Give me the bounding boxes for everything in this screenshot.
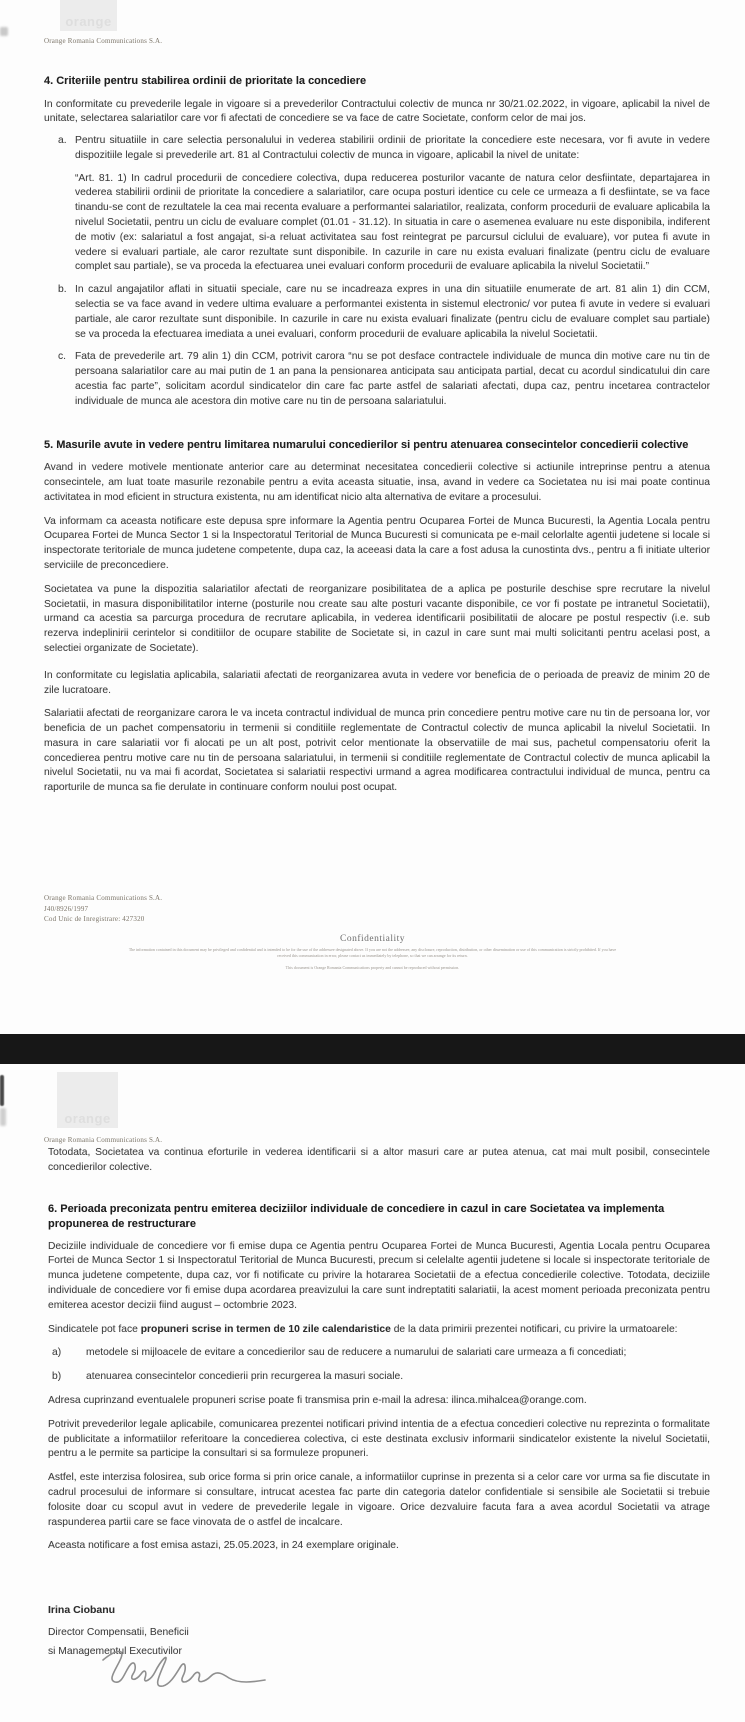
section6-paragraph-potrivit: Potrivit prevederilor legale aplicabile, comunicarea prezentei notificari privind intentia de a efectua concedieri colective nu reprezinta o formalitate de publicitate a informatiilor referitoare la concedierea colectiva, ci este destinata exclusiv informarii sindicatelor existente la nivelul Societatii, pentru a le permite sa participe la consultari si sa formuleze propuneri. bbox=[48, 1418, 710, 1460]
footer-cui: Cod Unic de Inregistrare: 427320 bbox=[44, 915, 145, 923]
section4-intro: In conformitate cu prevederile legale in vigoare si a prevederilor Contractului colectiv de munca nr 30/21.02.2022, in vigoare, aplicabil la nivel de unitate, selectarea salariatilor care vor fi afectati de concediere se va face de catre Societate, conform celor de mai jos. bbox=[44, 98, 710, 125]
section5-paragraph-5: Salariatii afectati de reorganizare carora le va inceta contractul individual de munca prin concediere pentru motive care nu tin de persoana lor, vor beneficia de un pachet compensatoriu in termenii si conditiile reglementate de Contractul colectiv de munca aplicabil la nivelul Societatii. In masura in care salariatii vor fi alocati pe un alt post, potrivit celor mentionate la observatiile de mai sus, pachetul compensatoriu oferit la concedierea pentru motive care nu tin de persoana salariatului, in termenii si conditiile reglementate de Contractul colectiv de munca aplicabil la nivelul Societatii, nu va mai fi acordat, Societatea si salariatii respectivi urmand a agrea modificarea contractului individual de munca, pentru ca raporturile de munca sa fie derulate in continuare conform noului post ocupat. bbox=[44, 708, 710, 794]
confidentiality-title: Confidentiality bbox=[339, 934, 406, 944]
list-item-b-label: b. bbox=[58, 284, 67, 296]
orange-logo bbox=[57, 1072, 118, 1128]
list-item-c bbox=[44, 350, 710, 409]
confidentiality-fine-print-2: received this communication in error, please contact us immediately by telephone, so that we can arrange for its return. bbox=[277, 952, 468, 958]
page1-content bbox=[44, 74, 710, 805]
footer-company: Orange Romania Communications S.A. bbox=[44, 894, 163, 902]
section6-paragraph-1: Deciziile individuale de concediere vor fi emise dupa ce Agentia pentru Ocuparea Fortei de Munca Bucuresti, Agentia Locala pentru Ocuparea Fortei de Munca Sector 1 si Inspectoratul Teritorial de Munca Bucuresti, precum si celelalte agentii judetene si locale si inspectorate teritoriale de munca judetene competente, dupa caz, vor fi notificate cu privire la hotararea Societatii de a efectua concedierile colective. Totodata, deciziile individuale de concediere vor fi emise dupa acordarea preavizului la care sunt indreptatiti salariatii, la acest moment perioada preconizata pentru emiterea acestor decizii fiind august – octombrie 2023. bbox=[48, 1240, 710, 1311]
proposal-item-b bbox=[48, 1370, 710, 1385]
orange-logo-text: orange bbox=[64, 1111, 111, 1126]
section5-paragraph-2: Va informam ca aceasta notificare este depusa spre informare la Agentia pentru Ocuparea Fortei de Munca Bucuresti, la Agentia Locala pentru Ocuparea Fortei de Munca Sector 1 si la Inspectoratul Teritorial de Munca Bucuresti si comunicata pe e-mail celorlalte agentii judetene si locale si inspectorate teritoriale de munca judetene competente, dupa caz, la aceeasi data la care a fost adusa la cunostinta dvs., pentru a fi initiate ulterior serviciile de preconcediere. bbox=[44, 515, 710, 571]
document-page-2 bbox=[0, 1064, 745, 1722]
scan-artifact bbox=[0, 27, 8, 36]
list-item-c-text: Fata de prevederile art. 79 alin 1) din CCM, potrivit carora “nu se pot desface contractele individuale de munca din motive care nu tin de persoana salariatilor care au mai putin de 1 an pana la pensionarea anticipata sau anticipata partial, decat cu acordul sindicatului din care acestia fac parte”, solicitam acordul sindicatelor din care fac parte astfel de salariati afectati, dupa caz, pentru incetarea contractelor individuale de munca ale acestora din motive care nu tin de persoana salariatului. bbox=[75, 351, 710, 407]
company-header-line: Orange Romania Communications S.A. bbox=[44, 37, 163, 45]
proposal-item-a-label: a) bbox=[52, 1347, 62, 1359]
sindicate-text-pre: Sindicatele pot face bbox=[48, 1323, 141, 1335]
list-item-b-text: In cazul angajatilor aflati in situatii speciale, care nu se incadreaza expres in una din situatiile enumerate de art. 81 alin 1) din CCM, selectia se va face avand in vedere ultima evaluare a performantei existenta in sistemul electronic/ vor putea fi avute in vedere si evaluari partiale, ale caror rezultate sunt disponibile. In cazurile in care nu exista evaluari finalizate (pentru ciclu de evaluare complet sau partiale) se va proceda la efectuarea imediata a unei evaluari, conform procedurii de evaluare aplicabila la nivelul Societatii. bbox=[75, 284, 710, 340]
orange-logo bbox=[60, 0, 117, 31]
company-header-line: Orange Romania Communications S.A. bbox=[44, 1136, 163, 1144]
sindicate-text-post: de la data primirii prezentei notificari, cu privire la urmatoarele: bbox=[390, 1323, 678, 1335]
page2-content bbox=[48, 1146, 710, 1665]
signatory-title-line2: si Managementul Executivilor bbox=[48, 1646, 182, 1658]
list-item-a-text: Pentru situatiile in care selectia personalului in vederea stabilirii ordinii de prioritate la concediere este necesara, vor fi avute in vedere dispozitiile legale si prevederile art. 81 al Contractului colectiv de munca in vigoare, aplicabil la nivel de unitate: bbox=[75, 135, 710, 161]
section6-sindicate-paragraph bbox=[48, 1323, 710, 1338]
page2-intro-paragraph: Totodata, Societatea va continua eforturile in vederea identificarii si a altor masuri care ar putea atenua, cat mai mult posibil, consecintele concedierilor colective. bbox=[48, 1147, 710, 1173]
art81-quote: “Art. 81. 1) In cadrul procedurii de concediere colectiva, dupa reducerea posturilor vacante de natura celor desfiintate, departajarea in vederea stabilirii ordinii de prioritate la concediere a salariatilor, care ocupa posturi identice cu cele ce urmeaza a fi desfiintate, se va face tinandu-se cont de rezultatele la cea mai recenta evaluare a performantei salariatilor, realizata, conform procedurii de evaluare aplicabila la nivelul Societatii, pentru un ciclu de evaluare complet (01.01 - 31.12). In situatia in care o asemenea evaluare nu este disponibila, indiferent de motiv (ex: salariatul a fost angajat, si-a reluat activitatea sau fost reintegrat pe parcursul ciclului de evaluare), vor putea fi avute in vedere si evaluari partiale, ale caror rezultate sunt disponibile. In cazurile in care nu exista evaluari finalizate (pentru ciclu de evaluare complet sau partiale), se va proceda la efectuarea unei evaluari conform procedurii de evaluare aplicabila la nivelul Societatii.” bbox=[75, 172, 710, 273]
proposal-item-a bbox=[48, 1346, 710, 1361]
proposal-item-b-text: atenuarea consecintelor concedierii prin recurgerea la masuri sociale. bbox=[86, 1371, 404, 1383]
orange-logo-text: orange bbox=[65, 14, 112, 29]
issuance-date-paragraph: Aceasta notificare a fost emisa astazi, 25.05.2023, in 24 exemplare originale. bbox=[48, 1540, 399, 1552]
section5-heading: 5. Masurile avute in vedere pentru limitarea numarului concedierilor si pentru atenuarea consecintelor concedierii colective bbox=[44, 438, 689, 451]
confidentiality-block bbox=[0, 934, 745, 971]
signatory-name: Irina Ciobanu bbox=[48, 1604, 116, 1617]
confidentiality-fine-print-1: The information contained in this document may be privileged and confidential and is intended to be for the use of the addressee designated above. If you are not the addressee, any disclosure, reproduction, distribution, or other dissemination or use of this communication is strictly prohibited. If you have bbox=[128, 947, 617, 952]
section5-paragraph-4: In conformitate cu legislatia aplicabila, salariatii afectati de reorganizarea avuta in vedere vor beneficia de o perioada de preaviz de minim 20 de zile lucratoare. bbox=[44, 669, 710, 696]
list-item-b bbox=[44, 283, 710, 342]
sindicate-text-bold: propuneri scrise in termen de 10 zile calendaristice bbox=[140, 1323, 391, 1335]
confidentiality-fine-print-3: This document is Orange Romania Communications property and cannot be reproduced without permission. bbox=[285, 965, 460, 970]
footer-registration-number: J40/8926/1997 bbox=[44, 904, 89, 913]
list-item-a bbox=[44, 134, 710, 164]
page1-footer bbox=[44, 893, 162, 925]
proposal-item-a-text: metodele si mijloacele de evitare a concedierilor sau de reducere a numarului de salariati care urmeaza a fi concediati; bbox=[86, 1347, 627, 1359]
section5-paragraph-1: Avand in vedere motivele mentionate anterior care au determinat necesitatea concedierii colective si actiunile intreprinse pentru a atenua consecintele, am luat toate masurile rezonabile pentru a evita aceasta situatie, insa, avand in vedere ca Societatea nu isi mai poate continua activitatea in mod eficient in structura existenta, nu am identificat nicio alta alternativa de evitare a procesului. bbox=[44, 462, 710, 503]
page-separator-band bbox=[0, 1034, 745, 1064]
list-item-a-label: a. bbox=[58, 135, 67, 147]
section5-paragraph-3: Societatea va pune la dispozitia salariatilor afectati de reorganizare posibilitatea de a aplica pe posturile deschise spre recrutare la nivelul Societatii, in masura disponibilitatilor interne (posturile nou create sau alte posturi vacante disponibile, ce vor fi postate pe intranetul Societatii), urmand ca acestia sa parcurga procedura de recrutare aplicabila, in vederea identificarii posibilitatii de alocare pe postul respectiv (i.e. sub rezerva indeplinirii cerintelor si conditiilor de ocupare stabilite de Societate si, in cazul in care sunt mai multi solicitanti pentru acelasi post, a selectiei organizate de Societate). bbox=[44, 583, 710, 654]
handwritten-signature bbox=[95, 1642, 270, 1697]
proposal-item-b-label: b) bbox=[52, 1371, 62, 1383]
section6-paragraph-astfel: Astfel, este interzisa folosirea, sub orice forma si prin orice canale, a informatiilor cuprinse in prezenta si a celor care vor urma sa fie discutate in cadrul procesului de informare si consultare, intrucat acestea fac parte din categoria datelor confidentiale si sensibile ale Societatii si trebuie folosite doar cu scopul avut in vedere de prevederile legale in vigoare. Orice dezvaluire facuta fara a avea acordul Societatii va atrage raspunderea partii care se face vinovata de o astfel de incalcare. bbox=[48, 1472, 710, 1528]
email-address-paragraph: Adresa cuprinzand eventualele propuneri scrise poate fi transmisa prin e-mail la adresa: ilinca.mihalcea@orange.com. bbox=[48, 1394, 587, 1406]
list-item-c-label: c. bbox=[58, 351, 67, 363]
section4-heading: 4. Criteriile pentru stabilirea ordinii de prioritate la concediere bbox=[44, 75, 367, 87]
scan-artifact bbox=[0, 1108, 6, 1126]
signatory-title-line1: Director Compensatii, Beneficii bbox=[48, 1627, 189, 1639]
section6-heading: 6. Perioada preconizata pentru emiterea deciziilor individuale de concediere in cazul in care Societatea va implementa propunerea de restructurare bbox=[48, 1202, 665, 1231]
scan-artifact bbox=[0, 1075, 4, 1106]
